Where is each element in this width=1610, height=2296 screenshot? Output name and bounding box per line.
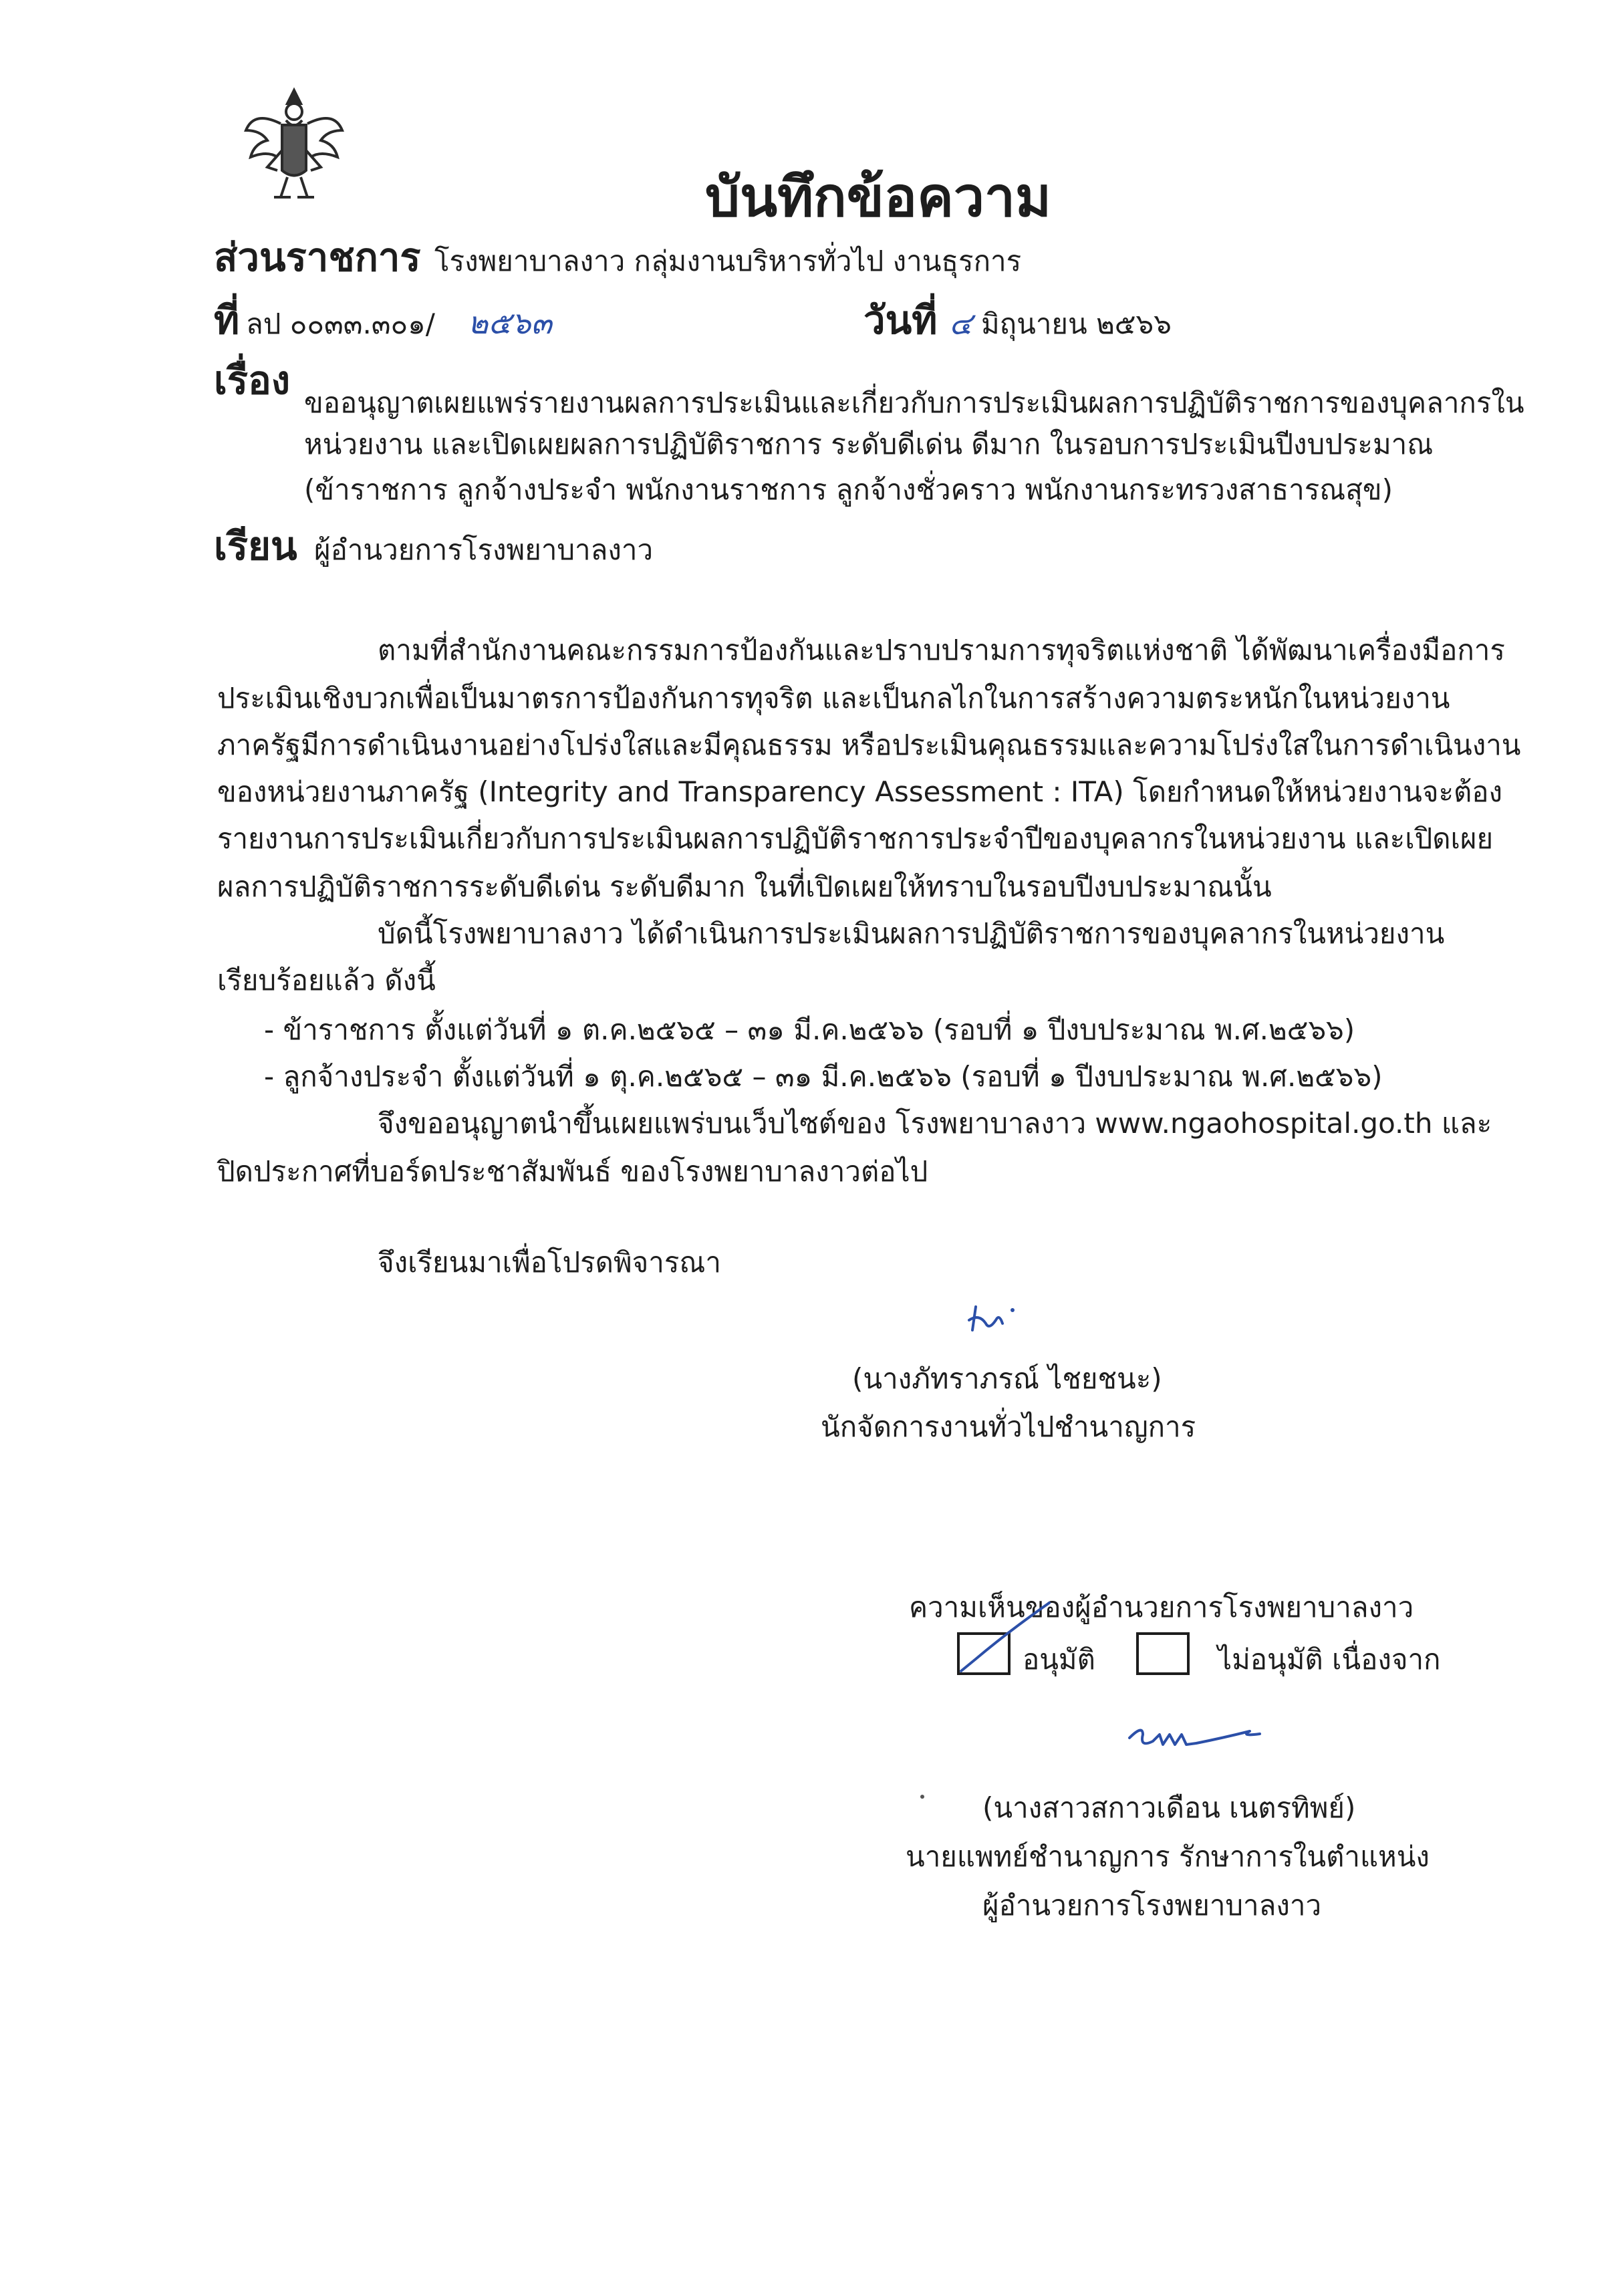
- signer-1-position: นักจัดการงานทั่วไปชำนาญการ: [821, 1410, 1196, 1443]
- reject-label: ไม่อนุมัติ เนื่องจาก: [1218, 1643, 1441, 1676]
- subject-label: เรื่อง: [214, 358, 291, 403]
- signer-2-position: นายแพทย์ชำนาญการ รักษาการในตำแหน่ง: [906, 1840, 1430, 1873]
- body-line: ผลการปฏิบัติราชการระดับดีเด่น ระดับดีมาก ในที่เปิดเผยให้ทราบในรอบปีงบประมาณนั้น: [217, 870, 1272, 903]
- bullet-item: - ลูกจ้างประจำ ตั้งแต่วันที่ ๑ ตุ.ค.๒๕๖๕ – ๓๑ มี.ค.๒๕๖๖ (รอบที่ ๑ ปีงบประมาณ พ.ศ.๒๕๖๖): [264, 1060, 1383, 1093]
- to-value: ผู้อำนวยการโรงพยาบาลงาว: [314, 533, 654, 566]
- subject-line: ขออนุญาตเผยแพร่รายงานผลการประเมินและเกี่ยวกับการประเมินผลการปฏิบัติราชการของบุคลากรใน: [304, 386, 1524, 419]
- body-line: ปิดประกาศที่บอร์ดประชาสัมพันธ์ ของโรงพยาบาลงาวต่อไป: [217, 1155, 928, 1188]
- body-text: และ: [1432, 1107, 1492, 1140]
- agency-value: โรงพยาบาลงาว กลุ่มงานบริหารทั่วไป งานธุรการ: [434, 245, 1022, 277]
- body-line: เรียบร้อยแล้ว ดังนี้: [217, 964, 436, 997]
- date-day: ๔: [949, 305, 972, 342]
- approve-label: อนุมัติ: [1023, 1643, 1095, 1676]
- body-line: [378, 1102, 1492, 1146]
- memo-title: บันทึกข้อความ: [705, 166, 1052, 229]
- agency-label: ส่วนราชการ: [214, 235, 421, 280]
- body-line: รายงานการประเมินเกี่ยวกับการประเมินผลการปฏิบัติราชการประจำปีของบุคลากรในหน่วยงาน และเปิดเผย: [217, 822, 1494, 855]
- ref-value: ลป ๐๐๓๓.๓๐๑/: [246, 307, 435, 340]
- body-text: จึงขออนุญาตนำขึ้นเผยแพร่บนเว็บไซต์ของ โรงพยาบาลงาว: [378, 1107, 1095, 1140]
- website-link[interactable]: www.ngaohospital.go.th: [1095, 1107, 1433, 1140]
- signer-2-role: ผู้อำนวยการโรงพยาบาลงาว: [982, 1889, 1322, 1922]
- body-line: บัดนี้โรงพยาบาลงาว ได้ดำเนินการประเมินผลการปฏิบัติราชการของบุคลากรในหน่วยงาน: [378, 917, 1445, 950]
- body-line: ภาครัฐมีการดำเนินงานอย่างโปร่งใสและมีคุณธรรม หรือประเมินคุณธรรมและความโปร่งใสในการดำเนินงาน: [217, 729, 1521, 761]
- subject-line: (ข้าราชการ ลูกจ้างประจำ พนักงานราชการ ลูกจ้างชั่วคราว พนักงานกระทรวงสาธารณสุข): [304, 473, 1393, 506]
- date-month-year: มิถุนายน ๒๕๖๖: [981, 307, 1172, 340]
- date-label: วันที่: [863, 297, 938, 343]
- reject-checkbox[interactable]: [1136, 1632, 1190, 1675]
- signature-1: [962, 1293, 1043, 1347]
- ref-label: ที่: [214, 297, 240, 343]
- bullet-item: - ข้าราชการ ตั้งแต่วันที่ ๑ ต.ค.๒๕๖๕ – ๓๑ มี.ค.๒๕๖๖ (รอบที่ ๑ ปีงบประมาณ พ.ศ.๒๕๖๖): [264, 1013, 1355, 1046]
- signer-2-name: (นางสาวสกาวเดือน เนตรทิพย์): [982, 1791, 1356, 1824]
- closing-line: จึงเรียนมาเพื่อโปรดพิจารณา: [378, 1246, 721, 1279]
- body-line: ประเมินเชิงบวกเพื่อเป็นมาตรการป้องกันการทุจริต และเป็นกลไกในการสร้างความตระหนักในหน่วยงาน: [217, 682, 1450, 715]
- ref-handwritten-number: ๒๕๖๓: [468, 305, 552, 341]
- garuda-emblem: [241, 84, 348, 204]
- to-label: เรียน: [214, 523, 297, 569]
- body-line: ของหน่วยงานภาครัฐ (Integrity and Transparency Assessment : ITA) โดยกำหนดให้หน่วยงานจะต้อง: [217, 775, 1503, 808]
- subject-line: หน่วยงาน และเปิดเผยผลการปฏิบัติราชการ ระดับดีเด่น ดีมาก ในรอบการประเมินปีงบประมาณ: [304, 428, 1434, 461]
- approval-heading: ความเห็นของผู้อำนวยการโรงพยาบาลงาว: [909, 1591, 1414, 1624]
- signature-dot: [920, 1795, 924, 1799]
- body-line: ตามที่สำนักงานคณะกรรมการป้องกันและปราบปรามการทุจริตแห่งชาติ ได้พัฒนาเครื่องมือการ: [378, 634, 1505, 666]
- signature-2: [1123, 1711, 1283, 1765]
- signer-1-name: (นางภัทราภรณ์ ไชยชนะ): [852, 1362, 1162, 1395]
